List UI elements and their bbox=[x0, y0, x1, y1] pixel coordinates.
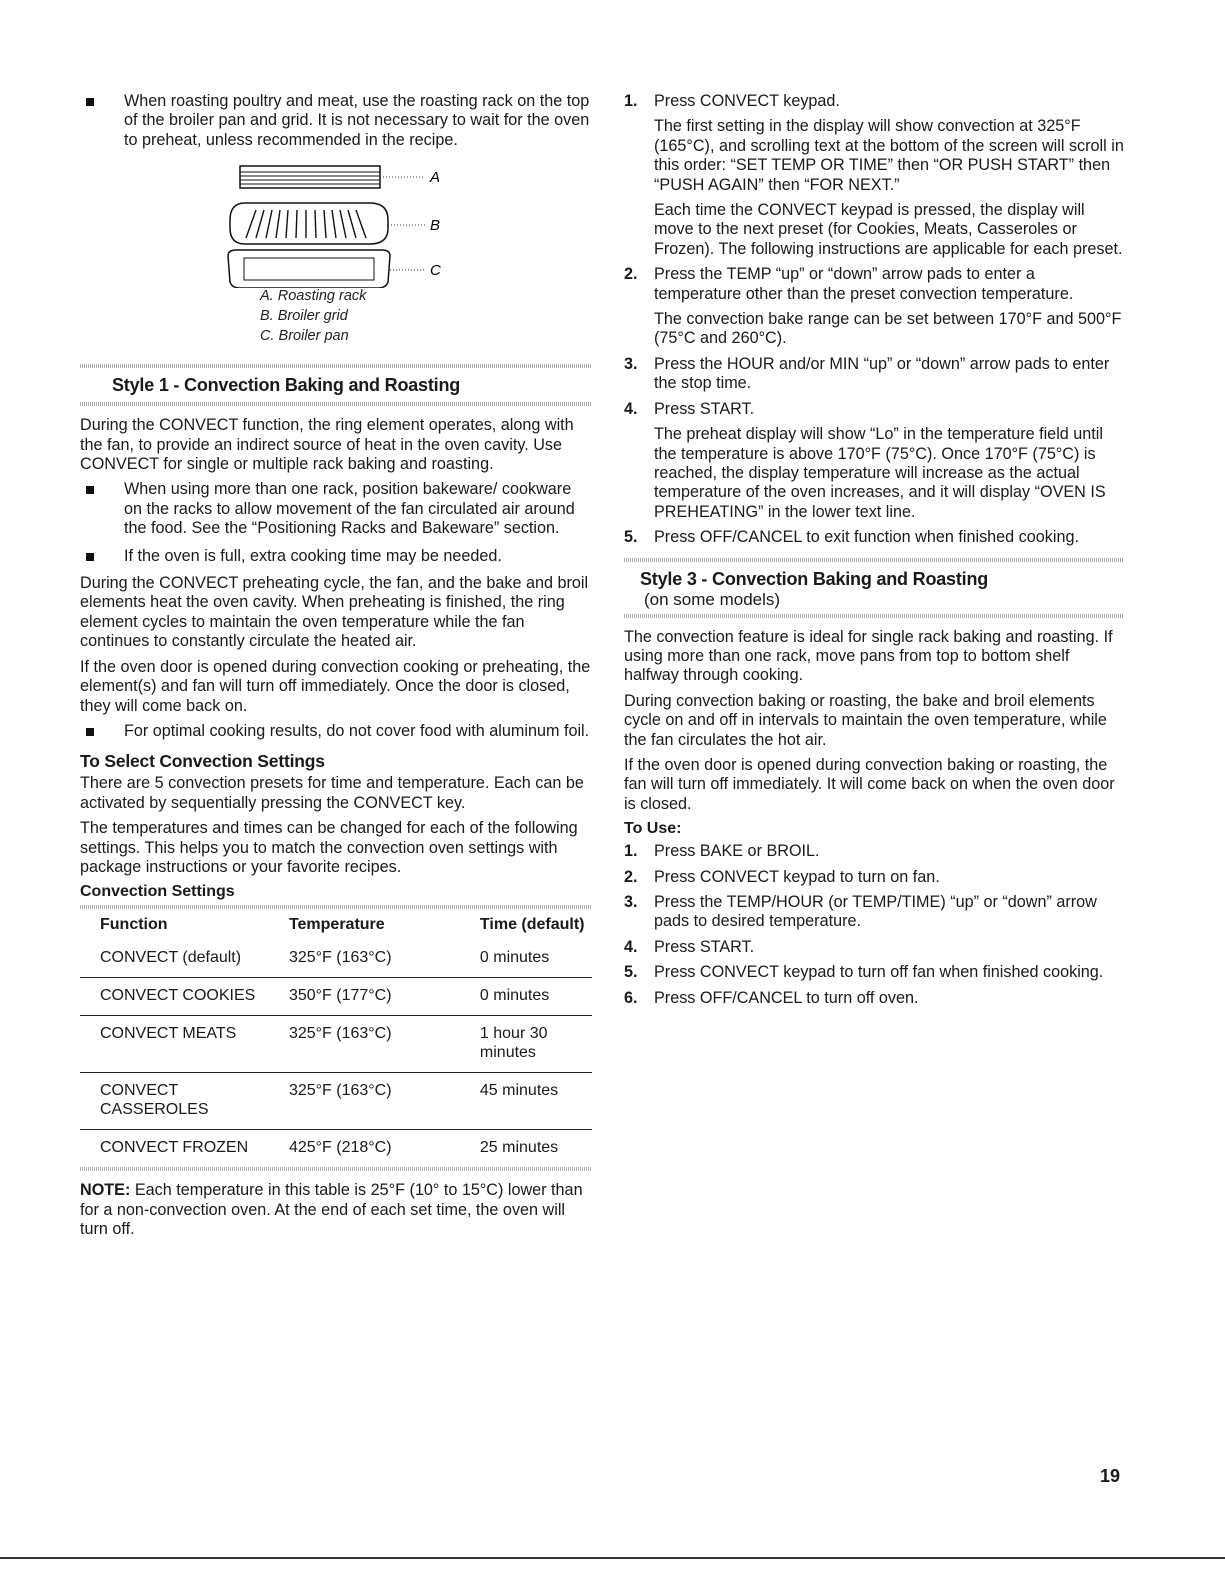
step-number: 2. bbox=[624, 867, 638, 886]
callout-b: B bbox=[430, 217, 441, 235]
table-row bbox=[80, 1016, 592, 1073]
table-cell: 325°F (163°C) bbox=[269, 1016, 460, 1073]
step-item bbox=[624, 528, 1124, 547]
step-item bbox=[624, 400, 1124, 522]
step-text: Press OFF/CANCEL to turn off oven. bbox=[654, 988, 919, 1007]
table-cell: CONVECT COOKIES bbox=[80, 978, 269, 1016]
table-header: Function bbox=[100, 916, 168, 934]
table-body bbox=[80, 940, 592, 1167]
section-divider bbox=[624, 614, 1124, 618]
step-detail: The convection bake range can be set between 170°F and 500°F (75°C and 260°C). bbox=[654, 310, 1122, 348]
step-item bbox=[624, 92, 1124, 259]
select-paragraph: There are 5 convection presets for time and temperature. Each can be activated by sequentially pressing the CONVECT key. bbox=[80, 774, 584, 812]
to-use-step bbox=[624, 868, 1124, 887]
table-cell: 45 minutes bbox=[460, 1073, 592, 1130]
select-settings-heading: To Select Convection Settings bbox=[80, 751, 325, 772]
style1-paragraph: If the oven door is opened during convection cooking or preheating, the element(s) and fan will turn off immediately. Once the door is closed, they will come back on. bbox=[80, 657, 591, 715]
bottom-rule bbox=[0, 1557, 1225, 1559]
table-cell: CONVECT MEATS bbox=[80, 1016, 269, 1073]
step-number: 4. bbox=[624, 399, 638, 418]
step-number: 4. bbox=[624, 937, 638, 956]
table-row bbox=[80, 1073, 592, 1130]
style3-title: Style 3 - Convection Baking and Roasting bbox=[640, 568, 989, 589]
section-divider bbox=[80, 402, 592, 406]
table-cell: 325°F (163°C) bbox=[269, 940, 460, 978]
table-row bbox=[80, 1130, 592, 1168]
table-cell: 25 minutes bbox=[479, 1139, 559, 1157]
step-text: Press the TEMP “up” or “down” arrow pads to enter a temperature other than the preset convection temperature. bbox=[654, 265, 1074, 303]
left-column bbox=[80, 92, 592, 1246]
table-cell: CONVECT (default) bbox=[80, 940, 269, 978]
page-number: 19 bbox=[1099, 1466, 1120, 1486]
table-divider bbox=[80, 905, 592, 909]
table-cell: CONVECT CASSEROLES bbox=[80, 1073, 269, 1130]
note-text: Each temperature in this table is 25°F (10° to 15°C) lower than for a non-convection oven. At the end of each set time, the oven will turn off. bbox=[80, 1181, 583, 1239]
broiler-grid-drawing bbox=[230, 203, 425, 244]
step-text: Press the TEMP/HOUR (or TEMP/TIME) “up” or “down” arrow pads to desired temperature. bbox=[654, 893, 1097, 931]
step-item bbox=[624, 265, 1124, 349]
section-divider bbox=[80, 364, 592, 368]
step-item bbox=[624, 355, 1124, 394]
to-use-step bbox=[624, 893, 1124, 932]
step-number: 2. bbox=[624, 265, 638, 284]
step-number: 3. bbox=[624, 354, 638, 373]
step-detail: The preheat display will show “Lo” in the temperature field until the temperature is above 170°F (75°C). Once 170°F (75°C) is reached, the display temperature will increase as the actual temperature of the oven increases, and it will display “OVEN IS PREHEATING” in the lower text line. bbox=[654, 425, 1106, 521]
note-paragraph bbox=[80, 1181, 592, 1239]
step-number: 1. bbox=[624, 842, 638, 861]
step-text: Press CONVECT keypad. bbox=[654, 92, 840, 110]
broiler-figure bbox=[80, 158, 592, 354]
broiler-illustration bbox=[210, 158, 530, 288]
style3-subtitle: (on some models) bbox=[644, 589, 781, 609]
table-row bbox=[80, 940, 592, 978]
section-divider bbox=[624, 558, 1124, 562]
bullet-item: If the oven is full, extra cooking time may be needed. bbox=[80, 547, 592, 566]
step-number: 5. bbox=[624, 528, 638, 547]
figure-caption: A. Roasting rack B. Broiler grid C. Broiler pan bbox=[260, 288, 367, 345]
convect-steps bbox=[624, 92, 1124, 548]
step-text: Press the HOUR and/or MIN “up” or “down” arrow pads to enter the stop time. bbox=[654, 354, 1110, 393]
roasting-rack-drawing bbox=[240, 166, 425, 188]
style1-paragraph: During the CONVECT function, the ring element operates, along with the fan, to provide an indirect source of heat in the oven cavity. Use CONVECT for single or multiple rack baking and roasting. bbox=[80, 416, 574, 474]
step-text: Press BAKE or BROIL. bbox=[654, 842, 820, 861]
step-detail: The first setting in the display will show convection at 325°F (165°C), and scrolling text at the bottom of the screen will scroll in this order: “SET TEMP OR TIME” then “OR PUSH START” then “PUSH AGAIN” then “FOR NEXT.” bbox=[654, 117, 1124, 194]
step-detail: Each time the CONVECT keypad is pressed, the display will move to the next preset (for Cookies, Meats, Casseroles or Frozen). The following instructions are applicable for each preset. bbox=[654, 201, 1123, 258]
table-title: Convection Settings bbox=[80, 883, 235, 901]
table-header: Temperature bbox=[288, 916, 385, 934]
table-cell: 350°F (177°C) bbox=[269, 978, 460, 1016]
select-paragraph: The temperatures and times can be changed for each of the following settings. This helps you to match the convection oven settings with package instructions or your favorite recipes. bbox=[80, 819, 578, 876]
table-cell: 425°F (218°C) bbox=[288, 1139, 392, 1157]
to-use-heading: To Use: bbox=[624, 820, 682, 838]
step-number: 3. bbox=[624, 893, 638, 911]
style1-title: Style 1 - Convection Baking and Roasting bbox=[112, 375, 461, 396]
bullet-icon bbox=[86, 98, 94, 106]
note-label: NOTE: bbox=[80, 1181, 131, 1200]
bullet-item: When using more than one rack, position bakeware/ cookware on the racks to allow movement of the fan circulated air around the food. See the “Positioning Racks and Bakeware” section. bbox=[80, 480, 592, 538]
style3-paragraph: During convection baking or roasting, the bake and broil elements cycle on and off in intervals to maintain the oven temperature, while the fan circulates the hot air. bbox=[624, 691, 1107, 749]
table-divider bbox=[80, 1167, 592, 1171]
step-number: 1. bbox=[624, 92, 638, 110]
bullet-roasting: When roasting poultry and meat, use the roasting rack on the top of the broiler pan and grid. It is not necessary to wait for the oven to preheat, unless recommended in the recipe. bbox=[80, 92, 592, 150]
bullet-item: For optimal cooking results, do not cover food with aluminum foil. bbox=[80, 722, 592, 741]
table-cell: 0 minutes bbox=[460, 940, 592, 978]
table-cell: CONVECT FROZEN bbox=[100, 1139, 249, 1157]
step-text: Press START. bbox=[654, 937, 755, 956]
step-text: Press CONVECT keypad to turn on fan. bbox=[654, 867, 940, 886]
right-column bbox=[624, 92, 1124, 1014]
to-use-step bbox=[624, 938, 1124, 957]
style3-paragraph: The convection feature is ideal for single rack baking and roasting. If using more than one rack, move pans from top to bottom shelf halfway through cooking. bbox=[624, 627, 1113, 685]
to-use-step bbox=[624, 989, 1124, 1008]
style1-paragraph: During the CONVECT preheating cycle, the fan, and the bake and broil elements heat the oven cavity. When preheating is finished, the ring element cycles to maintain the oven temperature while the fan continues to constantly circulate the heated air. bbox=[80, 574, 589, 651]
step-number: 5. bbox=[624, 963, 638, 982]
convection-settings-table bbox=[80, 909, 592, 1167]
table-cell: 325°F (163°C) bbox=[269, 1073, 460, 1130]
to-use-steps bbox=[624, 842, 1124, 1008]
broiler-pan-drawing bbox=[228, 250, 425, 288]
style3-paragraph: If the oven door is opened during convection baking or roasting, the fan will turn off immediately. It will come back on when the oven door is closed. bbox=[624, 755, 1115, 813]
table-row bbox=[80, 978, 592, 1016]
table-cell: 1 hour 30 minutes bbox=[460, 1016, 592, 1073]
step-number: 6. bbox=[624, 988, 638, 1007]
step-text: Press CONVECT keypad to turn off fan when finished cooking. bbox=[654, 963, 1104, 982]
table-header: Time (default) bbox=[479, 916, 585, 934]
bullet-icon bbox=[86, 553, 94, 561]
to-use-step bbox=[624, 842, 1124, 861]
bullet-icon bbox=[86, 486, 94, 494]
step-text: Press OFF/CANCEL to exit function when finished cooking. bbox=[654, 528, 1079, 547]
callout-c: C bbox=[430, 262, 441, 280]
to-use-step bbox=[624, 963, 1124, 982]
callout-a: A bbox=[430, 169, 441, 187]
bullet-icon bbox=[86, 728, 94, 736]
table-cell: 0 minutes bbox=[460, 978, 592, 1016]
step-text: Press START. bbox=[654, 399, 755, 418]
